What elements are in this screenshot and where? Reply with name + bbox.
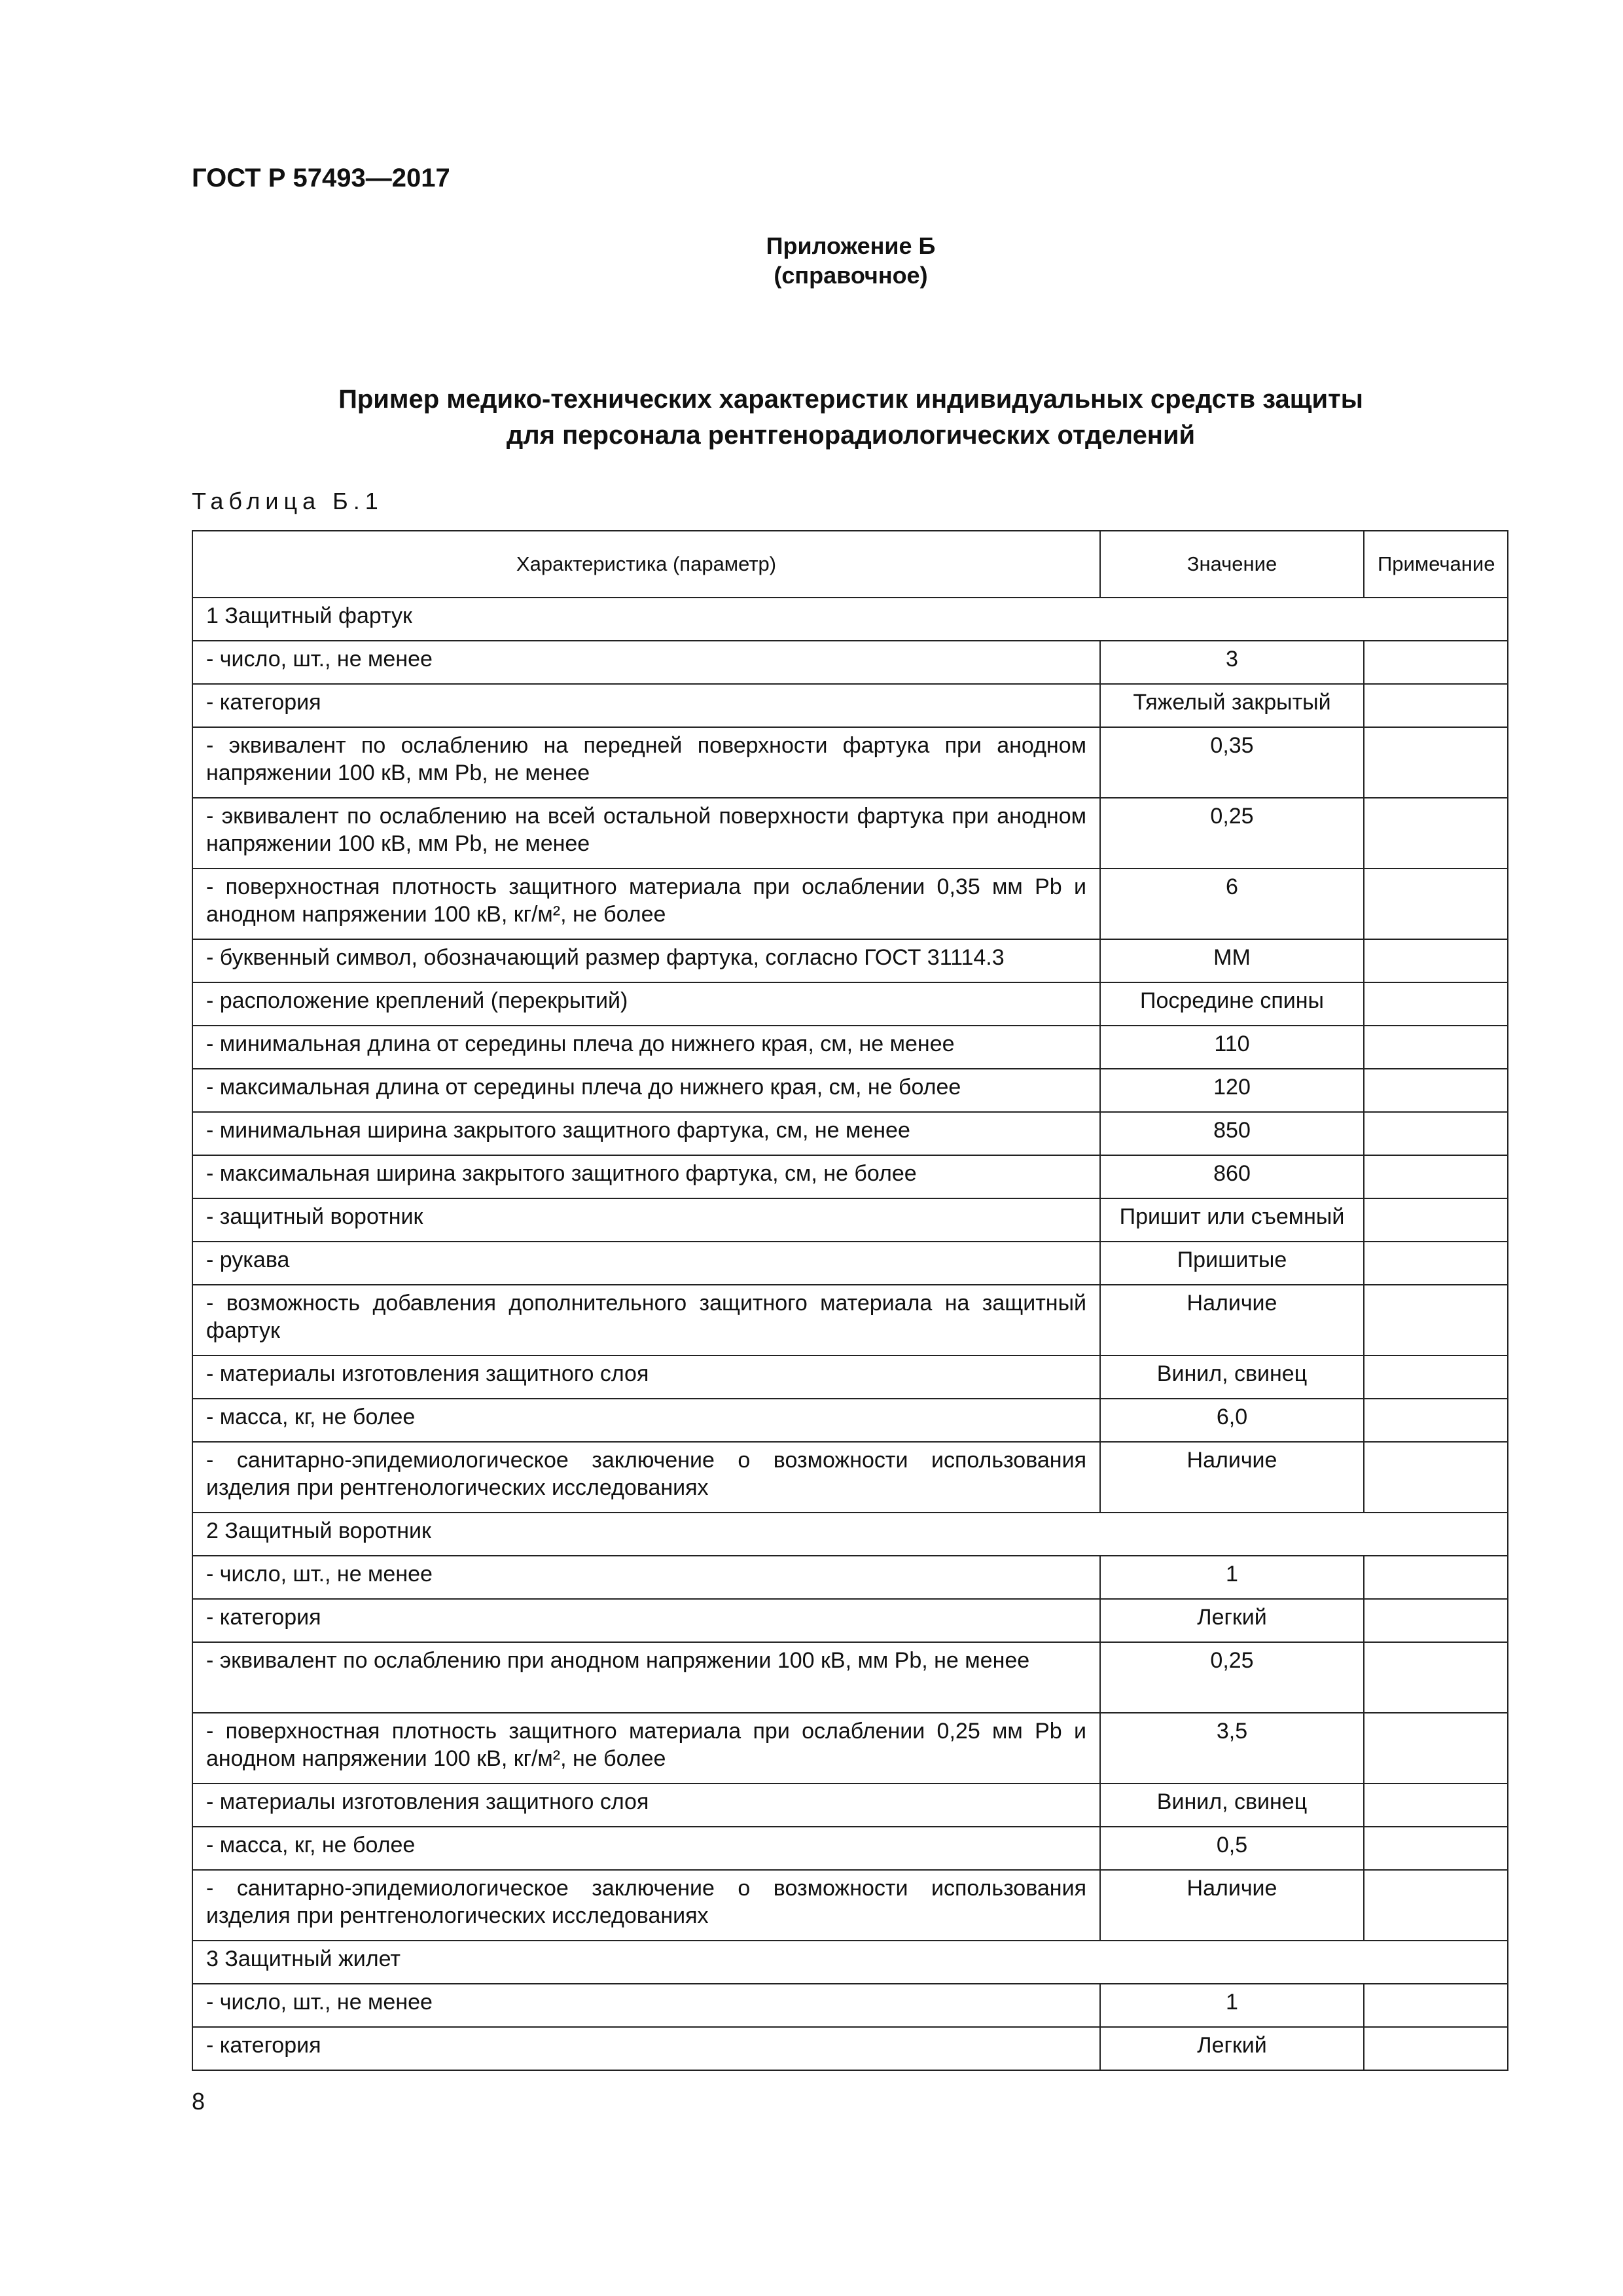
parameter-cell: - санитарно-эпидемиологическое заключение о возможности использования изделия при рентгенологических исследованиях [192,1442,1100,1513]
value-cell: 0,35 [1100,727,1364,798]
parameter-cell: - поверхностная плотность защитного материала при ослаблении 0,25 мм Pb и анодном напряжении 100 кВ, кг/м², не более [192,1713,1100,1784]
note-cell [1364,1155,1508,1198]
heading-line-1: Пример медико-технических характеристик индивидуальных средств защиты [338,385,1363,414]
value-cell: 1 [1100,1556,1364,1599]
value-cell: 120 [1100,1069,1364,1112]
note-cell [1364,2027,1508,2070]
value-cell: Легкий [1100,1599,1364,1642]
value-cell: 3 [1100,641,1364,684]
parameter-cell: - расположение креплений (перекрытий) [192,982,1100,1026]
section-row [192,598,1508,641]
parameter-cell: - буквенный символ, обозначающий размер фартука, согласно ГОСТ 31114.3 [192,939,1100,982]
characteristics-table [192,530,1508,2071]
note-cell [1364,1355,1508,1399]
table-row [192,1155,1508,1198]
note-cell [1364,982,1508,1026]
appendix-title: Приложение Б [766,232,936,259]
note-cell [1364,1870,1508,1941]
table-row [192,939,1508,982]
table-row [192,727,1508,798]
section-title: 2 Защитный воротник [192,1513,1508,1556]
note-cell [1364,1984,1508,2027]
appendix-type: (справочное) [774,262,928,289]
section-row [192,1941,1508,1984]
note-cell [1364,684,1508,727]
value-cell: 6,0 [1100,1399,1364,1442]
parameter-cell: - санитарно-эпидемиологическое заключение о возможности использования изделия при рентгенологических исследованиях [192,1870,1100,1941]
note-cell [1364,1784,1508,1827]
note-cell [1364,1399,1508,1442]
value-cell: Винил, свинец [1100,1784,1364,1827]
note-cell [1364,1713,1508,1784]
parameter-cell: - поверхностная плотность защитного материала при ослаблении 0,35 мм Pb и анодном напряжении 100 кВ, кг/м², не более [192,869,1100,939]
note-cell [1364,1827,1508,1870]
section-title: 1 Защитный фартук [192,598,1508,641]
parameter-cell: - рукава [192,1242,1100,1285]
note-cell [1364,1198,1508,1242]
parameter-cell: - защитный воротник [192,1198,1100,1242]
table-row [192,1642,1508,1713]
table-row [192,1285,1508,1355]
parameter-cell: - эквивалент по ослаблению на всей остальной поверхности фартука при анодном напряжении 100 кВ, мм Pb, не менее [192,798,1100,869]
note-cell [1364,798,1508,869]
column-header-note: Примечание [1364,531,1508,598]
table-row [192,1827,1508,1870]
value-cell: 0,25 [1100,1642,1364,1713]
table-row [192,1112,1508,1155]
parameter-cell: - категория [192,684,1100,727]
parameter-cell: - эквивалент по ослаблению при анодном напряжении 100 кВ, мм Pb, не менее [192,1642,1100,1713]
value-cell: Посредине спины [1100,982,1364,1026]
table-row [192,1069,1508,1112]
parameter-cell: - категория [192,2027,1100,2070]
parameter-cell: - число, шт., не менее [192,641,1100,684]
table-row [192,1784,1508,1827]
column-header-parameter: Характеристика (параметр) [192,531,1100,598]
column-header-value: Значение [1100,531,1364,598]
table-row [192,1442,1508,1513]
table-row [192,1198,1508,1242]
note-cell [1364,1285,1508,1355]
table-header-row [192,531,1508,598]
table-row [192,2027,1508,2070]
value-cell: 6 [1100,869,1364,939]
value-cell: Наличие [1100,1442,1364,1513]
table-row [192,982,1508,1026]
table-row [192,1242,1508,1285]
note-cell [1364,1556,1508,1599]
value-cell: 110 [1100,1026,1364,1069]
heading-line-2: для персонала рентгенорадиологических отделений [506,421,1196,450]
value-cell: Пришитые [1100,1242,1364,1285]
table-row [192,1599,1508,1642]
note-cell [1364,641,1508,684]
table-row [192,1870,1508,1941]
parameter-cell: - число, шт., не менее [192,1984,1100,2027]
table-row [192,1026,1508,1069]
parameter-cell: - материалы изготовления защитного слоя [192,1355,1100,1399]
parameter-cell: - материалы изготовления защитного слоя [192,1784,1100,1827]
table-row [192,1713,1508,1784]
note-cell [1364,1442,1508,1513]
value-cell: Винил, свинец [1100,1355,1364,1399]
value-cell: 3,5 [1100,1713,1364,1784]
table-label: Таблица Б.1 [192,488,383,514]
note-cell [1364,1599,1508,1642]
value-cell: 1 [1100,1984,1364,2027]
note-cell [1364,727,1508,798]
parameter-cell: - максимальная длина от середины плеча до нижнего края, см, не более [192,1069,1100,1112]
value-cell: Наличие [1100,1870,1364,1941]
table-row [192,641,1508,684]
parameter-cell: - масса, кг, не более [192,1399,1100,1442]
value-cell: 860 [1100,1155,1364,1198]
note-cell [1364,1112,1508,1155]
note-cell [1364,1026,1508,1069]
table-row [192,869,1508,939]
parameter-cell: - максимальная ширина закрытого защитного фартука, см, не более [192,1155,1100,1198]
note-cell [1364,1069,1508,1112]
table-row [192,1399,1508,1442]
table-row [192,1556,1508,1599]
value-cell: Наличие [1100,1285,1364,1355]
parameter-cell: - возможность добавления дополнительного защитного материала на защитный фартук [192,1285,1100,1355]
page-number: 8 [192,2088,205,2115]
value-cell: Тяжелый закрытый [1100,684,1364,727]
note-cell [1364,939,1508,982]
value-cell: 850 [1100,1112,1364,1155]
section-title: 3 Защитный жилет [192,1941,1508,1984]
parameter-cell: - категория [192,1599,1100,1642]
document-code: ГОСТ Р 57493—2017 [192,164,450,192]
value-cell: ММ [1100,939,1364,982]
note-cell [1364,1242,1508,1285]
table-row [192,798,1508,869]
parameter-cell: - минимальная ширина закрытого защитного фартука, см, не менее [192,1112,1100,1155]
value-cell: 0,5 [1100,1827,1364,1870]
table-row [192,1984,1508,2027]
table-row [192,684,1508,727]
parameter-cell: - число, шт., не менее [192,1556,1100,1599]
section-row [192,1513,1508,1556]
value-cell: Легкий [1100,2027,1364,2070]
value-cell: Пришит или съемный [1100,1198,1364,1242]
value-cell: 0,25 [1100,798,1364,869]
parameter-cell: - минимальная длина от середины плеча до нижнего края, см, не менее [192,1026,1100,1069]
note-cell [1364,869,1508,939]
parameter-cell: - масса, кг, не более [192,1827,1100,1870]
parameter-cell: - эквивалент по ослаблению на передней поверхности фартука при анодном напряжении 100 кВ, мм Pb, не менее [192,727,1100,798]
note-cell [1364,1642,1508,1713]
table-row [192,1355,1508,1399]
